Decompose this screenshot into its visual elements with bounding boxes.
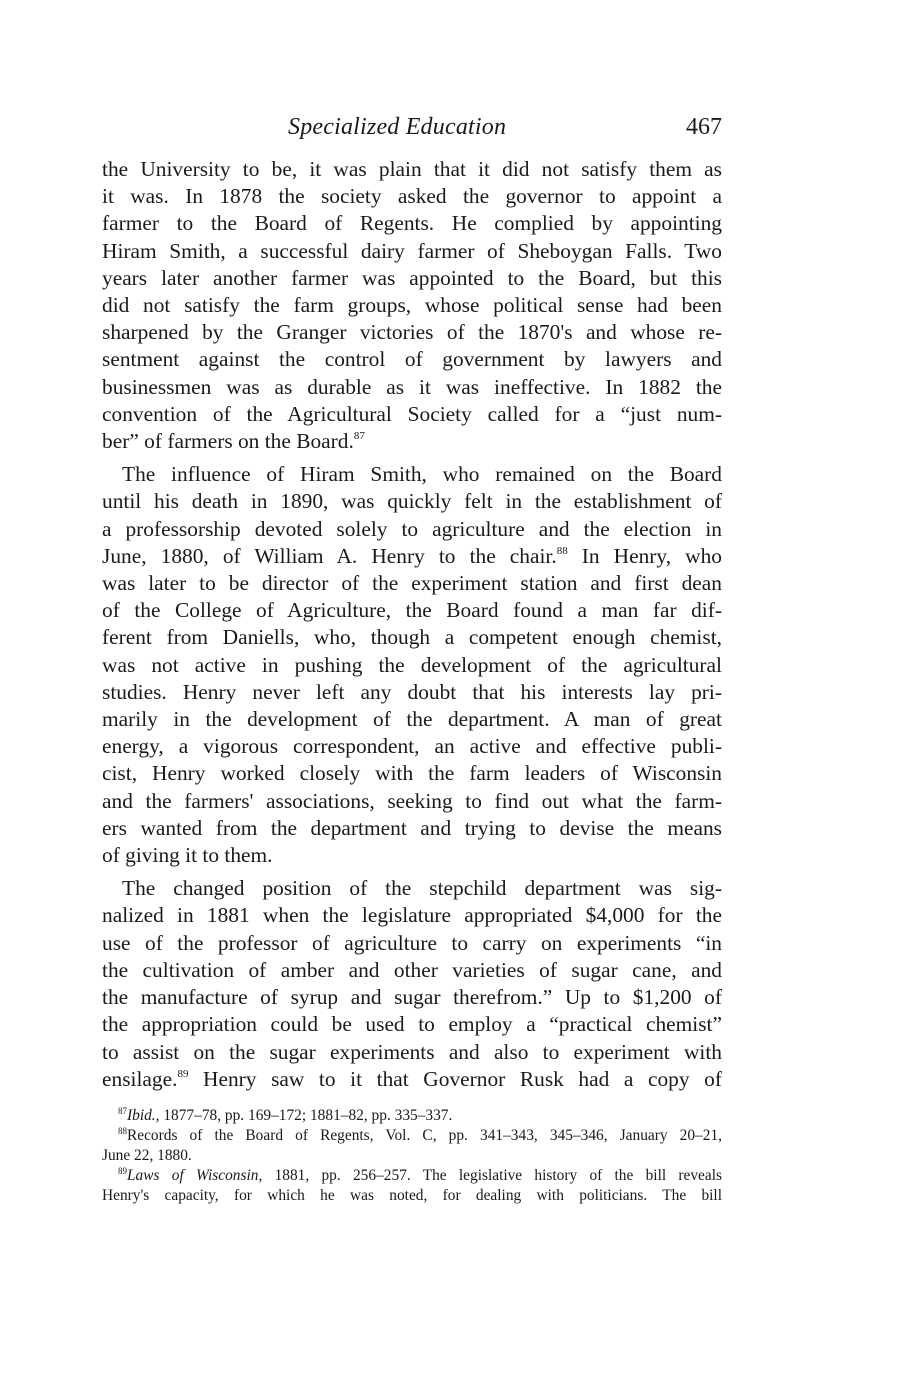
- text-line: ers wanted from the department and trying to devise the means: [102, 815, 722, 840]
- text-line: The changed position of the stepchild department was sig-: [122, 876, 722, 901]
- text-line: it was. In 1878 the society asked the governor to appoint a: [102, 184, 722, 209]
- footnote-88-cont: June 22, 1880.: [102, 1146, 192, 1164]
- footnote-89-cont: Henry's capacity, for which he was noted, for dealing with politicians. The bill: [102, 1186, 722, 1204]
- footnote-87: [102, 1106, 722, 1126]
- text-line: of the College of Agriculture, the Board found a man far dif-: [102, 598, 722, 623]
- text-line: the manufacture of syrup and sugar therefrom.” Up to $1,200 of: [102, 985, 722, 1010]
- text-fragment: ensilage.: [102, 1066, 178, 1091]
- text-line: was later to be director of the experiment station and first dean: [102, 571, 722, 596]
- footnote-text: 1881, pp. 256–257. The legislative history of the bill reveals: [262, 1166, 722, 1184]
- footnote-mark: 88: [118, 1125, 127, 1136]
- footnote-ref-88[interactable]: 88: [556, 544, 568, 557]
- page-header: [102, 112, 722, 150]
- text-line: was not active in pushing the development of the agricultural: [102, 652, 722, 677]
- text-line: cist, Henry worked closely with the farm leaders of Wisconsin: [102, 761, 722, 786]
- text-fragment: June, 1880, of William A. Henry to the chair.: [102, 543, 557, 568]
- text-line: The influence of Hiram Smith, who remained on the Board: [122, 462, 722, 487]
- footnote-text: Records of the Board of Regents, Vol. C, pp. 341–343, 345–346, January 20–21,: [127, 1126, 722, 1144]
- text-line: Hiram Smith, a successful dairy farmer of Sheboygan Falls. Two: [102, 238, 722, 263]
- book-page: [102, 112, 722, 1206]
- text-line: [102, 1066, 722, 1093]
- footnote-text: 1877–78, pp. 169–172; 1881–82, pp. 335–337.: [159, 1106, 453, 1124]
- text-fragment: In Henry, who: [567, 543, 722, 568]
- footnote-citation: Ibid.,: [127, 1106, 160, 1124]
- text-line: use of the professor of agriculture to carry on experiments “in: [102, 930, 722, 955]
- text-line: to assist on the sugar experiments and also to experiment with: [102, 1039, 722, 1064]
- paragraph-2: [102, 461, 722, 869]
- text-line: sentment against the control of government by lawyers and: [102, 347, 722, 372]
- footnote-89: [102, 1166, 722, 1186]
- text-line: convention of the Agricultural Society called for a “just num-: [102, 401, 722, 426]
- text-line: and the farmers' associations, seeking to find out what the farm-: [102, 788, 722, 813]
- text-line: the University to be, it was plain that it did not satisfy them as: [102, 157, 722, 181]
- text-line: years later another farmer was appointed to the Board, but this: [102, 265, 722, 290]
- text-line: the appropriation could be used to employ a “practical chemist”: [102, 1012, 722, 1037]
- text-line: [102, 428, 722, 455]
- footnote-citation: Laws of Wisconsin,: [127, 1166, 263, 1184]
- text-fragment: ber” of farmers on the Board.: [102, 429, 354, 454]
- footnote-mark: 87: [118, 1105, 127, 1116]
- footnote-ref-87[interactable]: 87: [353, 430, 365, 443]
- footnotes: [102, 1106, 722, 1206]
- text-line: businessmen was as durable as it was ineffective. In 1882 the: [102, 374, 722, 399]
- text-fragment: Henry saw to it that Governor Rusk had a copy of: [188, 1066, 722, 1091]
- paragraph-1: [102, 156, 722, 455]
- text-line: a professorship devoted solely to agriculture and the election in: [102, 516, 722, 541]
- text-line: of giving it to them.: [102, 843, 273, 868]
- text-line: sharpened by the Granger victories of the 1870's and whose re-: [102, 320, 722, 345]
- page-number: 467: [686, 114, 722, 140]
- text-line: studies. Henry never left any doubt that his interests lay pri-: [102, 679, 722, 704]
- footnote-mark: 89: [118, 1165, 127, 1176]
- text-line: the cultivation of amber and other varieties of sugar cane, and: [102, 957, 722, 982]
- text-line: until his death in 1890, was quickly felt in the establishment of: [102, 489, 722, 514]
- body-text: [102, 156, 722, 1093]
- paragraph-3: [102, 875, 722, 1093]
- text-line: farmer to the Board of Regents. He complied by appointing: [102, 211, 722, 236]
- footnote-ref-89[interactable]: 89: [177, 1067, 189, 1080]
- text-line: marily in the development of the department. A man of great: [102, 707, 722, 732]
- text-line: [102, 543, 722, 570]
- text-line: energy, a vigorous correspondent, an active and effective publi-: [102, 734, 722, 759]
- running-head: Specialized Education: [288, 114, 507, 140]
- text-line: did not satisfy the farm groups, whose political sense had been: [102, 293, 722, 318]
- footnote-88: [102, 1126, 722, 1146]
- text-line: nalized in 1881 when the legislature appropriated $4,000 for the: [102, 903, 722, 928]
- text-line: ferent from Daniells, who, though a competent enough chemist,: [102, 625, 722, 650]
